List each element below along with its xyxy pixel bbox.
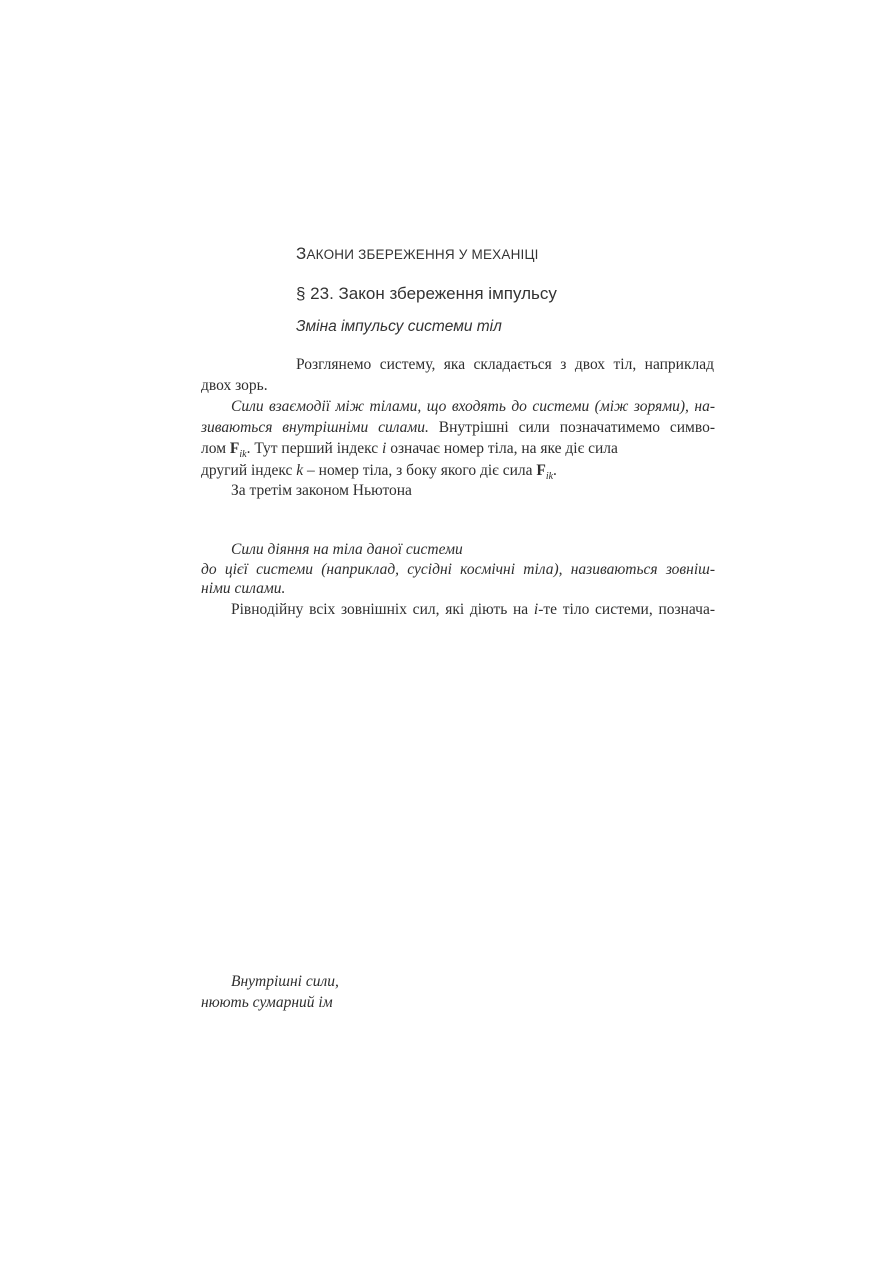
paragraph-5-a: Рівнодійну всіх зовнішніх сил, які діють на — [231, 601, 534, 618]
vector-f-symbol: F — [229, 440, 240, 457]
paragraph-6-line-1: Внутрішні сили, — [231, 973, 339, 990]
paragraph-2-line-1: Сили взаємодії між тілами, що входять до системи (між зорями), на- — [231, 398, 715, 415]
paragraph-5 — [231, 601, 715, 619]
paragraph-6-line-2: нюють сумарний ім — [201, 994, 333, 1011]
paragraph-2-line-4-a: другий індекс — [201, 462, 297, 479]
paragraph-1-line-2: двох зорь. — [201, 377, 268, 394]
chapter-heading-rest: АКОНИ ЗБЕРЕЖЕННЯ У МЕХАНІЦІ — [306, 247, 539, 262]
vector-f-symbol-2: F — [536, 462, 546, 479]
paragraph-3: За третім законом Ньютона — [231, 482, 412, 499]
variable-i: i — [382, 440, 387, 457]
variable-i-2: i — [533, 601, 539, 618]
paragraph-4-line-3: німи силами. — [201, 580, 286, 597]
variable-k: k — [296, 462, 304, 479]
chapter-heading-initial: З — [296, 244, 307, 263]
index-ik: ik — [239, 449, 247, 461]
index-ik-2: ik — [545, 471, 554, 483]
paragraph-4-line-1: Сили діяння на тіла даної системи — [231, 541, 463, 558]
paragraph-1-line-1: Розглянемо систему, яка складається з двох тіл, наприклад — [296, 356, 714, 373]
section-title: § 23. Закон збереження імпульсу — [296, 284, 557, 303]
paragraph-2-line-3 — [201, 440, 618, 460]
paragraph-2-line-3-c: означає номер тіла, на яке діє сила — [386, 440, 618, 457]
paragraph-2-line-3-b: . Тут перший індекс — [246, 440, 382, 457]
paragraph-5-b: -те тіло системи, познача- — [538, 601, 715, 618]
paragraph-2-line-3-a: лом — [201, 440, 230, 457]
subsection-title: Зміна імпульсу системи тіл — [296, 318, 502, 335]
paragraph-2-line-4 — [201, 462, 557, 482]
internal-forces-term: зиваються внутрішніми силами. — [201, 419, 429, 436]
paragraph-2-line-2 — [201, 419, 715, 437]
paragraph-2-line-4-b: – номер тіла, з боку якого діє сила — [303, 462, 537, 479]
chapter-heading — [296, 244, 539, 264]
paragraph-2-line-4-c: . — [553, 462, 557, 479]
paragraph-4-line-2: до цієї системи (наприклад, сусідні космічні тіла), називаються зовніш- — [201, 561, 715, 578]
paragraph-2-line-2-rest: Внутрішні сили позначатимемо симво- — [428, 419, 715, 436]
